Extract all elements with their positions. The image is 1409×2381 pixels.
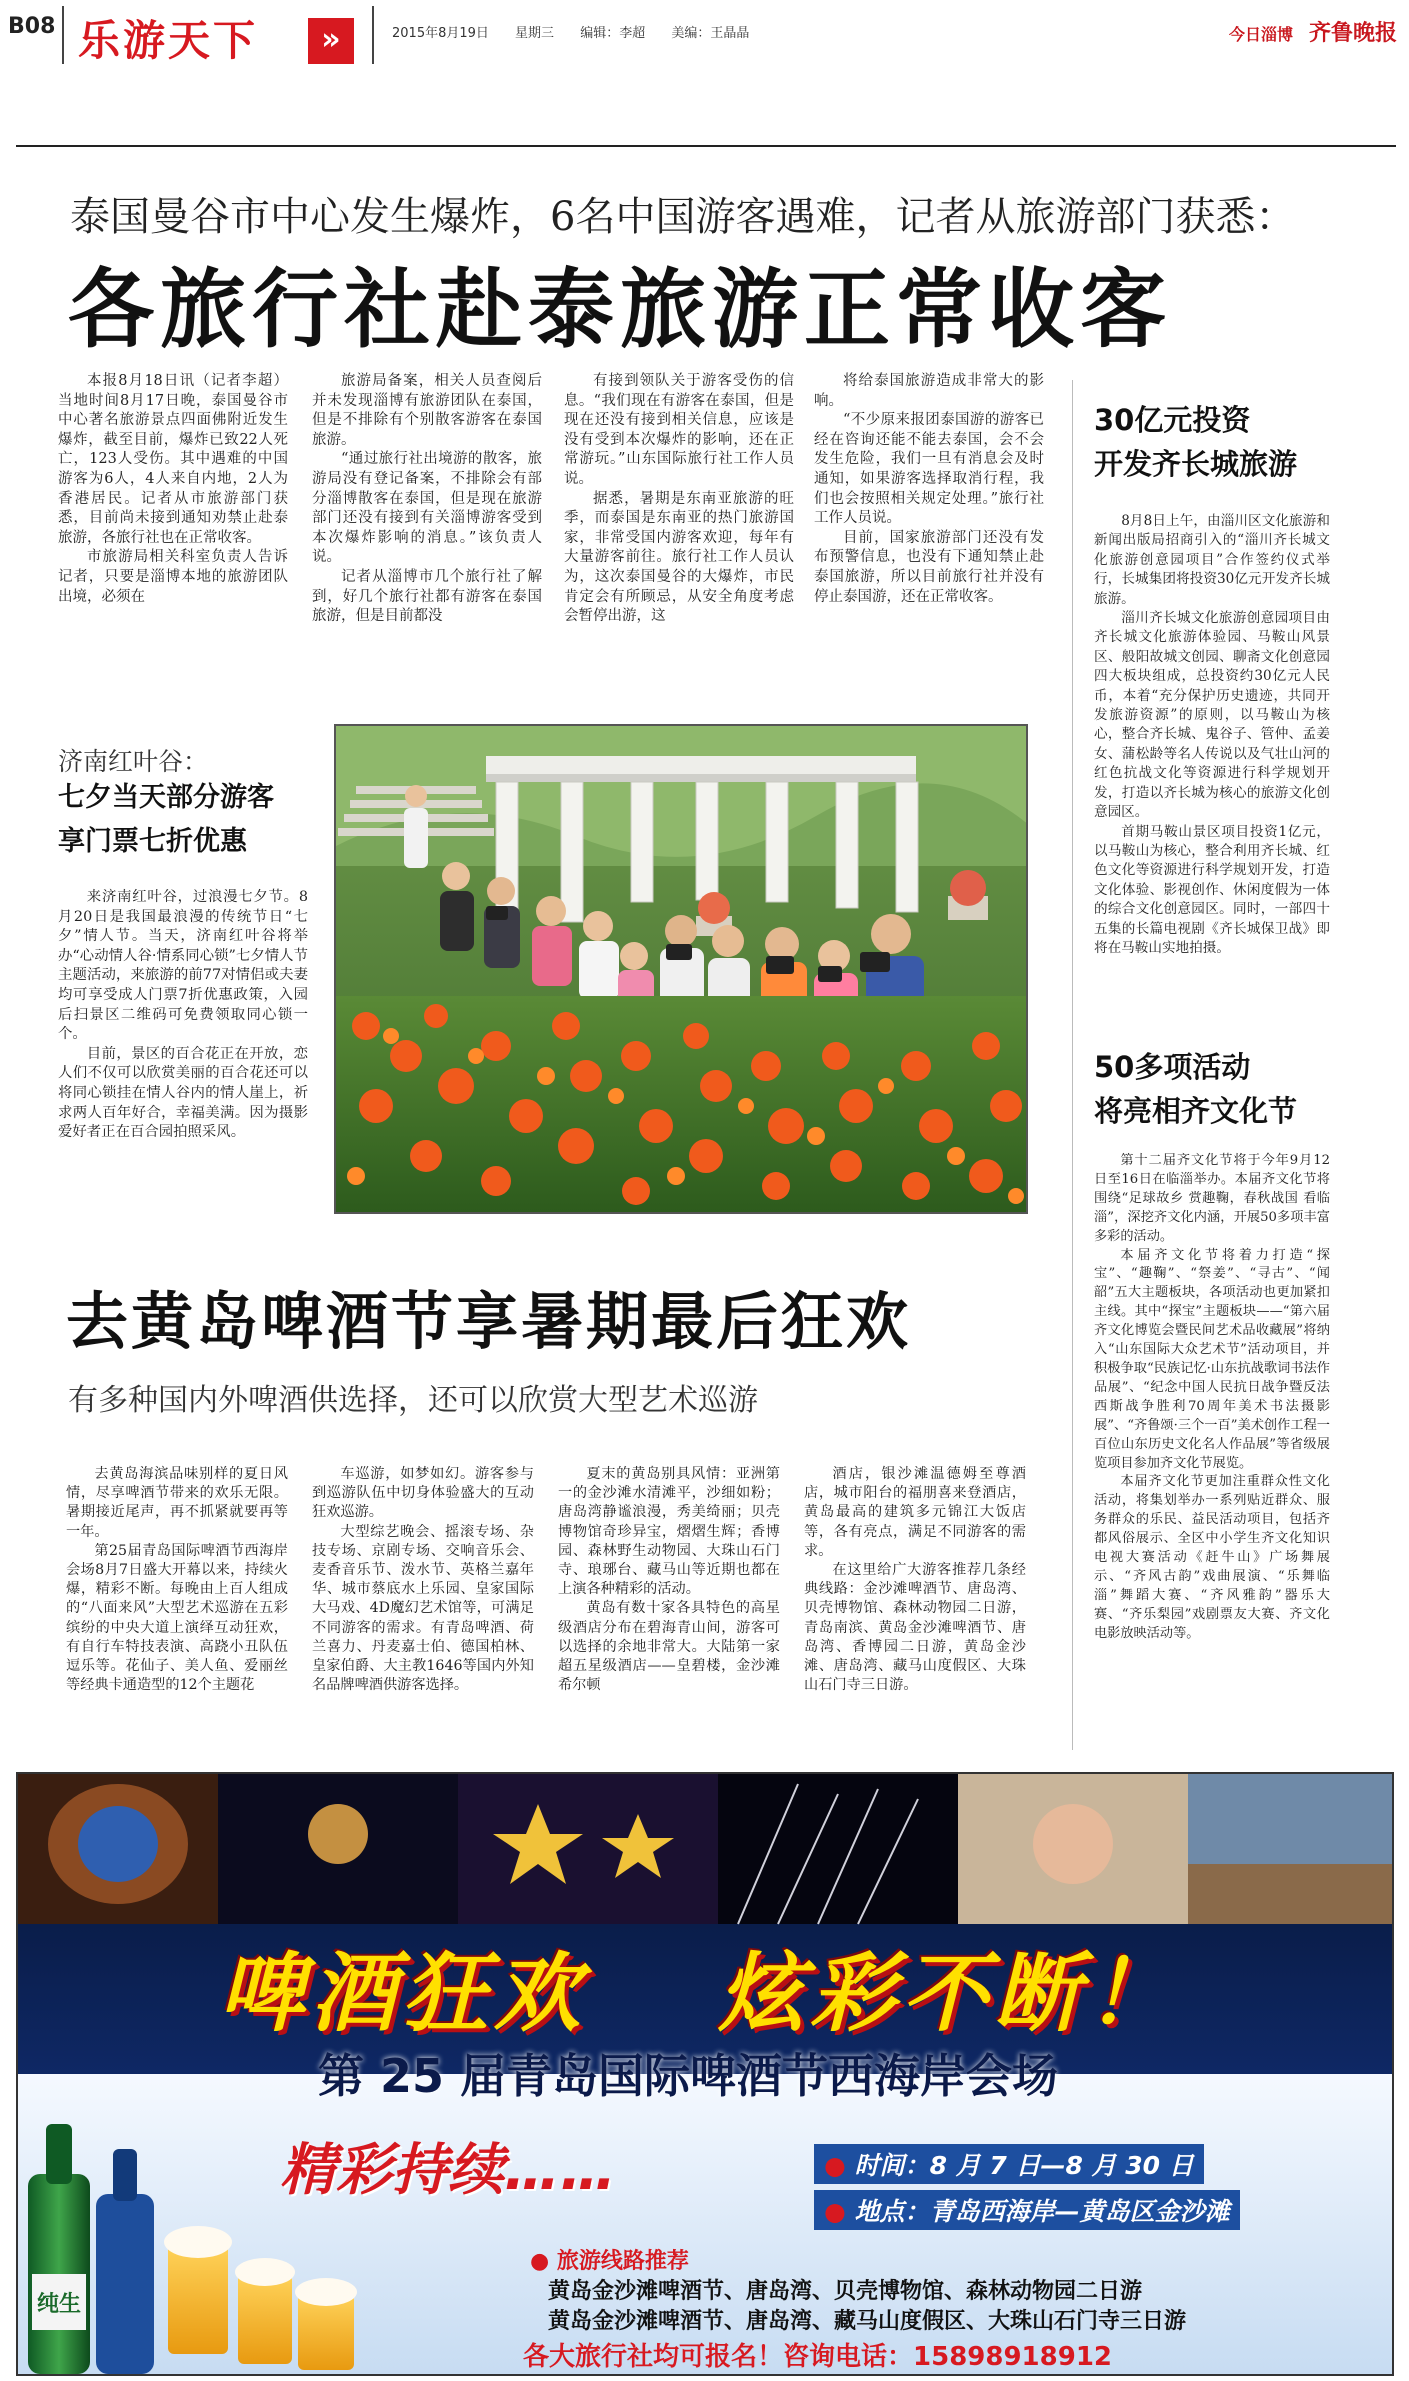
section-title: 乐游天下 bbox=[78, 16, 259, 65]
designer-credit: 美编：王晶晶 bbox=[671, 26, 750, 41]
article-paragraph: 本届齐文化节将着力打造“探宝”、“趣鞠”、“祭姜”、“寻古”、“闻韶”五大主题板块，各项活动也更加紧扣主线。其中“探宝”主题板块——“第六届齐文化博览会暨民间艺术品收藏展”将纳入“山东国际大众艺术节”活动项目，并积极争取“民族记忆·山东抗战歌词书法作品展”、“纪念中国人民抗日战争暨反法西斯战争胜利70周年美术书法摄影展”、“齐鲁颂·三个一百”美术创作工程一百位山东历史文化名人作品展”等省级展览项目参加齐文化节展览。 bbox=[1094, 1247, 1330, 1471]
article-paragraph: 大型综艺晚会、摇滚专场、杂技专场、京剧专场、交响音乐会、麦香音乐节、泼水节、英格兰嘉年华、城市蔡底水上乐园、皇家国际大马戏、4D魔幻艺术馆等，可满足不同游客的需求。有青岛啤酒、荷兰喜力、丹麦嘉士伯、德国柏林、皇家伯爵、大主教1646等国内外知名品牌啤酒供游客选择。 bbox=[312, 1523, 534, 1694]
side2-headline: 50多项活动 将亮相齐文化节 bbox=[1094, 1050, 1298, 1128]
ad-slogan-2: 炫彩不断！ bbox=[718, 1944, 1178, 2044]
beer-headline: 去黄岛啤酒节享暑期最后狂欢 bbox=[66, 1285, 912, 1358]
lead-column-2 bbox=[312, 372, 542, 627]
article-paragraph: 目前，景区的百合花正在开放，恋人们不仅可以欣赏美丽的百合花还可以将同心锁挂在情人谷内的情人崖上，祈求两人百年好合，幸福美满。因为摄影爱好者正在百合园拍照采风。 bbox=[58, 1045, 308, 1141]
article-paragraph: 在这里给广大游客推荐几条经典线路：金沙滩啤酒节、唐岛湾、贝壳博物馆、森林动物园二日游，青岛南滨、黄岛金沙滩啤酒节、唐岛湾、香博园二日游，黄岛金沙滩、唐岛湾、藏马山度假区、大珠山石门寺三日游。 bbox=[804, 1562, 1026, 1694]
editor-credit: 编辑：李超 bbox=[580, 26, 646, 41]
side2-body bbox=[1094, 1152, 1330, 1644]
beer-kicker: 有多种国内外啤酒供选择，还可以欣赏大型艺术巡游 bbox=[68, 1383, 758, 1418]
page-number: B08 bbox=[8, 14, 56, 39]
photographers-among-lilies-image bbox=[336, 726, 1028, 1214]
article-paragraph: 首期马鞍山景区项目投资1亿元，以马鞍山为核心，整合利用齐长城、红色文化等资源进行科学规划开发，打造文化体验、影视创作、休闲度假为一体的综合文化创意园区。同时，一部四十五集的长篇电视剧《齐长城保卫战》即将在马鞍山实地拍摄。 bbox=[1094, 823, 1330, 956]
lily-garden-photo bbox=[334, 724, 1028, 1214]
article-paragraph: “不少原来报团泰国游的游客已经在咨询还能不能去泰国，会不会发生危险，我们一旦有消息会及时通知，如果游客选择取消行程，我们也会按照相关规定处理。”旅行社工作人员说。 bbox=[814, 412, 1044, 527]
article-paragraph: 据悉，暑期是东南亚旅游的旺季，而泰国是东南亚的热门旅游国家，非常受国内游客欢迎，每年有大量游客前往。旅行社工作人员认为，这次泰国曼谷的大爆炸，市民肯定会有所顾忌，从安全角度考虑会暂停出游，这 bbox=[564, 490, 794, 625]
article-paragraph: 将给泰国旅游造成非常大的影响。 bbox=[814, 373, 1044, 409]
map-pin-icon: ● bbox=[824, 2151, 846, 2180]
article-paragraph: 淄川齐长城文化旅游创意园项目由齐长城文化旅游体验园、马鞍山风景区、般阳故城文创园、聊斋文化创意园四大板块组成，总投资约30亿元人民币，本着“充分保护历史遗迹，共同开发旅游资源”的原则，以马鞍山为核心，整合齐长城、鬼谷子、管仲、孟姜女、蒲松龄等名人传说以及气壮山河的红色抗战文化等资源进行科学规划开发，打造以齐长城为核心的旅游文化创意园区。 bbox=[1094, 610, 1330, 821]
article-paragraph: 来济南红叶谷，过浪漫七夕节。8月20日是我国最浪漫的传统节日“七夕”情人节。当天，济南红叶谷将举办“心动情人谷·情系同心锁”七夕情人节主题活动，来旅游的前77对情侣或夫妻均可享受成人门票7折优惠政策，入园后扫景区二维码可免费领取同心锁一个。 bbox=[58, 889, 308, 1043]
hongyegu-headline: 七夕当天部分游客 享门票七折优惠 bbox=[58, 782, 274, 857]
hongyegu-kicker: 济南红叶谷： bbox=[58, 747, 209, 776]
article-paragraph: 黄岛有数十家各具特色的高星级酒店分布在碧海青山间，游客可以选择的余地非常大。大陆第一家超五星级酒店——皇碧楼，金沙滩希尔顿 bbox=[558, 1600, 780, 1694]
issue-weekday: 星期三 bbox=[515, 26, 555, 41]
article-paragraph: 有接到领队关于游客受伤的信息。“我们现在有游客在泰国，但是现在还没有接到相关信息，应该是没有受到本次爆炸的影响，还在正常游玩。”山东国际旅行社工作人员说。 bbox=[564, 373, 794, 487]
side1-headline: 30亿元投资 开发齐长城旅游 bbox=[1094, 403, 1298, 481]
beer-column-2 bbox=[312, 1465, 534, 1695]
paper-logo bbox=[1229, 16, 1397, 47]
ad-event-title: 第 25 届青岛国际啤酒节西海岸会场 bbox=[318, 2049, 1059, 2103]
ad-routes-title: ● 旅游线路推荐 bbox=[530, 2249, 689, 2274]
ad-time: ● 时间：8 月 7 日—8 月 30 日 bbox=[814, 2144, 1204, 2184]
masthead-divider-2 bbox=[372, 6, 374, 64]
edition-name: 今日淄博 bbox=[1228, 25, 1293, 44]
masthead bbox=[0, 0, 1409, 72]
map-pin-icon: ● bbox=[824, 2197, 846, 2226]
article-paragraph: 目前，国家旅游部门还没有发布预警信息，也没有下通知禁止赴泰国旅游，所以目前旅行社并没有停止泰国游，还在正常收客。 bbox=[814, 529, 1044, 605]
side1-body bbox=[1094, 512, 1330, 958]
top-divider bbox=[16, 145, 1396, 147]
ad-contact: 各大旅行社均可报名！咨询电话：15898918912 bbox=[523, 2342, 1113, 2372]
article-paragraph: 旅游局备案，相关人员查阅后并未发现淄博有旅游团队在泰国，但是不排除有个别散客游客在泰国旅游。 bbox=[312, 373, 542, 448]
lead-column-3 bbox=[564, 372, 794, 627]
masthead-divider bbox=[62, 6, 64, 64]
article-paragraph: 记者从淄博市几个旅行社了解到，好几个旅行社都有游客在泰国旅游，但是目前都没 bbox=[312, 568, 542, 625]
lead-headline: 各旅行社赴泰旅游正常收客 bbox=[68, 260, 1172, 360]
section-arrow-icon: » bbox=[308, 18, 354, 64]
article-paragraph: 夏末的黄岛别具风情：亚洲第一的金沙滩水清滩平，沙细如粉；唐岛湾静谧浪漫，秀美绮丽；贝壳博物馆奇珍异宝，熠熠生辉；香博园、森林野生动物园、大珠山石门寺、琅琊台、藏马山等近期也都在上演各种精彩的活动。 bbox=[558, 1466, 780, 1598]
ad-route-2: 黄岛金沙滩啤酒节、唐岛湾、藏马山度假区、大珠山石门寺三日游 bbox=[548, 2309, 1187, 2334]
map-pin-icon: ● bbox=[530, 2249, 550, 2274]
ad-location: ● 地点：青岛西海岸—黄岛区金沙滩 bbox=[814, 2190, 1240, 2230]
lead-column-1 bbox=[58, 372, 288, 607]
article-paragraph: 市旅游局相关科室负责人告诉记者，只要是淄博本地的旅游团队出境，必须在 bbox=[58, 549, 288, 605]
article-paragraph: 本报8月18日讯（记者李超） 当地时间8月17日晚，泰国曼谷市中心著名旅游景点四面佛附近发生爆炸，截至目前，爆炸已致22人死亡，123人受伤。其中遇难的中国游客为6人，4人来自内地，2人为香港居民。记者从市旅游部门获悉，目前尚未接到通知劝禁止赴泰旅游，各旅行社也在正常收客。 bbox=[58, 373, 288, 546]
beer-can-label: 纯生 bbox=[36, 2292, 82, 2317]
ad-route-1: 黄岛金沙滩啤酒节、唐岛湾、贝壳博物馆、森林动物园二日游 bbox=[548, 2279, 1143, 2304]
article-paragraph: 8月8日上午，由淄川区文化旅游和新闻出版局招商引入的“淄川齐长城文化旅游创意园项目”合作签约仪式举行，长城集团将投资30亿元开发齐长城旅游。 bbox=[1094, 513, 1330, 607]
hongyegu-body bbox=[58, 888, 308, 1143]
beer-column-1 bbox=[66, 1465, 288, 1695]
article-paragraph: 本届齐文化节更加注重群众性文化活动，将集划举办一系列贴近群众、服务群众的乐民、益民活动项目，包括齐都风俗展示、全区中小学生齐文化知识电视大赛活动《赶牛山》广场舞展示、“齐风古韵”戏曲展演、“乐舞临淄”舞蹈大赛、“齐风雅韵”器乐大赛、“齐乐梨园”戏剧票友大赛、齐文化电影放映活动等。 bbox=[1094, 1474, 1330, 1641]
beer-column-4 bbox=[804, 1465, 1026, 1695]
beer-column-3 bbox=[558, 1465, 780, 1695]
article-paragraph: 车巡游，如梦如幻。游客参与到巡游队伍中切身体验盛大的互动狂欢巡游。 bbox=[312, 1466, 534, 1521]
issue-date: 2015年8月19日 bbox=[392, 26, 489, 41]
paper-title: 齐鲁晚报 bbox=[1308, 20, 1397, 46]
ad-phone-number: 15898918912 bbox=[913, 2342, 1113, 2372]
article-paragraph: 第25届青岛国际啤酒节西海岸会场8月7日盛大开幕以来，持续火爆，精彩不断。每晚由上百人组成的“八面来风”大型艺术巡游在五彩缤纷的中央大道上演绎互动狂欢，有自行车特技表演、高跷小丑队伍逗乐等。花仙子、美人鱼、爱丽丝等经典卡通造型的12个主题花 bbox=[66, 1542, 288, 1694]
article-paragraph: “通过旅行社出境游的散客，旅游局没有登记备案，不排除会有部分淄博散客在泰国，但是现在旅游部门还没有接到有关淄博游客受到本次爆炸影响的消息。”该负责人说。 bbox=[312, 451, 542, 566]
issue-meta bbox=[392, 22, 771, 41]
lead-kicker: 泰国曼谷市中心发生爆炸，6名中国游客遇难，记者从旅游部门获悉： bbox=[70, 194, 1296, 240]
lead-column-4 bbox=[814, 372, 1044, 607]
side-column-divider bbox=[1072, 380, 1073, 1750]
article-paragraph: 去黄岛海滨品味别样的夏日风情，尽享啤酒节带来的欢乐无限。暑期接近尾声，再不抓紧就要再等一年。 bbox=[66, 1466, 288, 1540]
article-paragraph: 酒店，银沙滩温德姆至尊酒店，城市阳台的福朋喜来登酒店，黄岛最高的建筑多元锦江大饭店等，各有亮点，满足不同游客的需求。 bbox=[804, 1466, 1026, 1559]
ad-tagline: 精彩持续…… bbox=[280, 2138, 616, 2203]
article-paragraph: 第十二届齐文化节将于今年9月12日至16日在临淄举办。本届齐文化节将围绕“足球故乡 赏趣鞠，春秋战国 看临淄”，深挖齐文化内涵，开展50多项丰富多彩的活动。 bbox=[1094, 1153, 1330, 1244]
ad-slogan-1: 啤酒狂欢 bbox=[218, 1944, 586, 2044]
beer-festival-advertisement bbox=[16, 1772, 1394, 2376]
